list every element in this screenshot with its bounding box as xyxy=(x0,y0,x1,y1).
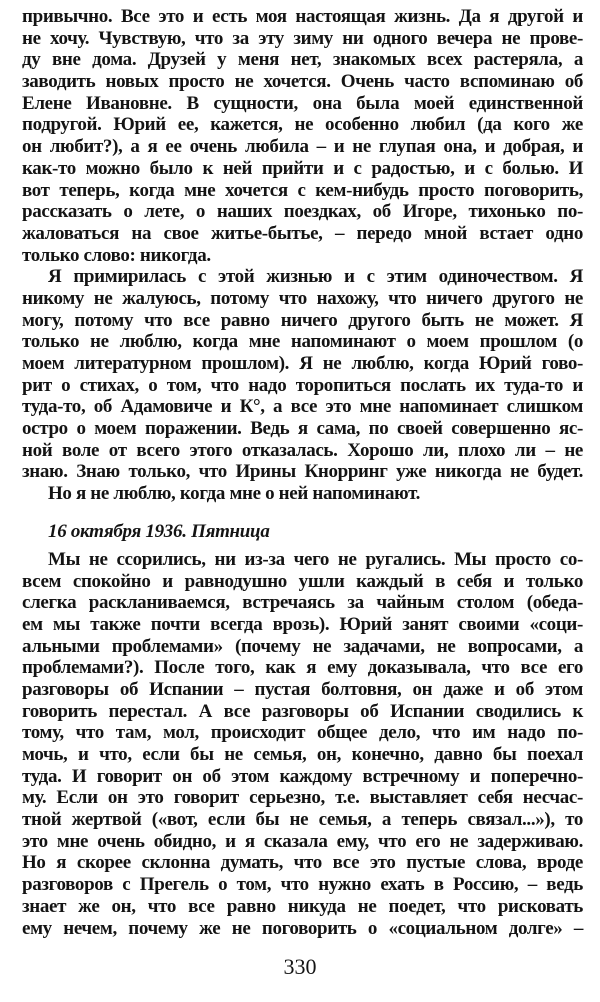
text-line: Елене Ивановне. В сущности, она была моей единственной xyxy=(22,92,583,114)
text-line: ду вне дома. Друзей у меня нет, знакомых всех растеряла, а xyxy=(22,49,583,71)
text-line: остро о моем поражении. Ведь я сама, по своей совершенно яс- xyxy=(22,418,583,440)
text-line: только не люблю, когда мне напоминают о моем прошлом (о xyxy=(22,331,583,353)
text-line: могу, потому что все равно ничего другого быть не может. Я xyxy=(22,309,583,331)
text-line: альными проблемами» (почему не задачами, не вопросами, а xyxy=(22,635,583,657)
text-line: никому не жалуюсь, потому что нахожу, что ничего другого не xyxy=(22,287,583,309)
text-line: рассказать о лете, о наших поездках, об Игоре, тихонько по- xyxy=(22,201,583,223)
text-line: Но я не люблю, когда мне о ней напоминают. xyxy=(48,483,421,505)
page-text xyxy=(22,6,583,939)
text-line: жаловаться на свое житье-бытье, – передо мной встает одно xyxy=(22,222,583,244)
paragraph xyxy=(22,266,583,483)
paragraph xyxy=(22,483,583,505)
text-line: заводить новых просто не хочется. Очень часто вспоминаю об xyxy=(22,71,583,93)
text-line: ему нечем, почему же не поговорить о «социальном долге» – xyxy=(22,917,583,939)
text-line: туда. И говорит он об этом каждому встречному и поперечно- xyxy=(22,765,583,787)
diary-entry-heading: 16 октября 1936. Пятница xyxy=(48,520,270,542)
text-line: Но я скорее склонна думать, что все это пустые слова, вроде xyxy=(22,852,583,874)
text-line: он любит?), а я ее очень любила – и не глупая она, и добрая, и xyxy=(22,136,583,158)
text-line: разговоры об Испании – пустая болтовня, он даже и об этом xyxy=(22,678,583,700)
text-line: туда-то, об Адамовиче и К°, а все это мне напоминает слишком xyxy=(22,396,583,418)
text-line: подругой. Юрий ее, кажется, не особенно любил (да кого же xyxy=(22,114,583,136)
text-line: моем литературном прошлом). Я не люблю, когда Юрий гово- xyxy=(22,353,583,374)
text-line: тной жертвой («вот, если бы не семья, а теперь связал...»), то xyxy=(22,809,583,831)
text-line: му. Если он это говорит серьезно, т.е. выставляет себя несчас- xyxy=(22,787,583,809)
text-line: разговоров с Прегель о том, что нужно ехать в Россию, – ведь xyxy=(22,874,583,896)
text-line: вот теперь, когда мне хочется с кем-нибудь просто поговорить, xyxy=(22,179,583,201)
text-line: знаю. Знаю только, что Ирины Кнорринг уже никогда не будет. xyxy=(22,461,583,483)
page-number: 330 xyxy=(283,954,317,979)
text-line: как-то можно было к ней прийти и с радостью, и с болью. И xyxy=(22,157,583,179)
paragraph xyxy=(22,6,583,266)
text-line: ной воле от всего этого отказалась. Хорошо ли, плохо ли – не xyxy=(22,439,583,461)
text-line: рит о стихах, о том, что надо торопиться послать их туда-то и xyxy=(22,374,583,396)
text-line: знает же он, что все равно никуда не поедет, что рисковать xyxy=(22,895,583,917)
text-line: говорить перестал. А все разговоры об Испании сводились к xyxy=(22,700,583,722)
text-line: это мне очень обидно, и я сказала ему, что его не задерживаю. xyxy=(22,830,583,852)
paragraph xyxy=(22,549,583,939)
text-line: Я примирилась с этой жизнью и с этим одиночеством. Я xyxy=(48,266,583,288)
text-line: проблемами?). После того, как я ему доказывала, что все его xyxy=(22,657,583,679)
text-line: всем спокойно и равнодушно ушли каждый в себя и только xyxy=(22,570,583,592)
text-line: не хочу. Чувствую, что за эту зиму ни одного вечера не прове- xyxy=(22,27,583,49)
text-line: привычно. Все это и есть моя настоящая жизнь. Да я другой и xyxy=(22,6,583,27)
text-line: только слово: никогда. xyxy=(22,244,211,266)
text-line: мочь, и что, если бы не семья, он, конечно, давно бы поехал xyxy=(22,744,583,765)
text-line: тому, что там, мол, происходит общее дело, что им надо по- xyxy=(22,722,583,744)
text-line: Мы не ссорились, ни из-за чего не ругались. Мы просто со- xyxy=(48,548,583,570)
text-line: ем мы также почти всегда врозь). Юрий занят своими «соци- xyxy=(22,613,583,635)
text-line: слегка раскланиваемся, встречаясь за чайным столом (обеда- xyxy=(22,592,583,614)
